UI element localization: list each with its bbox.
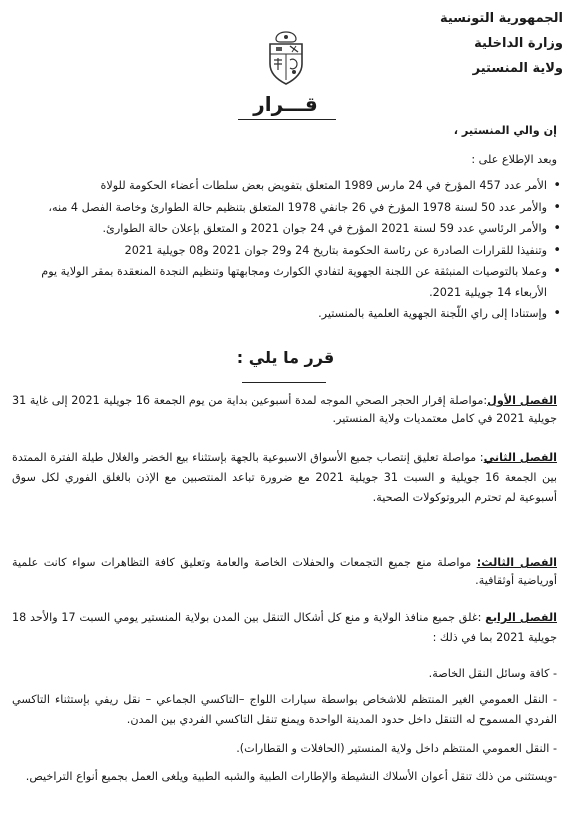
exception-item: - النقل العمومي المنتظم داخل ولاية المنستير (الحافلات و القطارات). xyxy=(236,742,557,755)
article-4-label: الفصل الرابع xyxy=(485,611,557,624)
reference-item: • وإستنادا إلى راي اللّجنة الجهوية العلمية بالمنستير. xyxy=(8,303,561,325)
governor-line: إن والي المنستير ، xyxy=(453,124,557,137)
article-2-text: : مواصلة تعليق إنتصاب جميع الأسواق الاسبوعية بالجهة بإستثناء بيع الخضر والغلال طيلة الفترة الممتدة بين الجمعة 16 جويلية و السبت 31 جويلية 2021 مع ضرورة تباعد المنتصبين مع الإذن بالغلق الفوري لكل سوق أسبوعية لم تحترم البروتوكولات الصحية. xyxy=(12,451,558,504)
decides-heading: قرر ما يلي : xyxy=(236,348,335,367)
title-underline xyxy=(238,119,336,120)
exception-item: -ويستثنى من ذلك تنقل أعوان الأسلاك النشيطة والإطارات الطبية والشبه الطبية ويلغى العمل بجميع أنواع التراخيص. xyxy=(25,770,557,783)
letterhead-ministry: وزارة الداخلية xyxy=(474,36,563,51)
review-line: وبعد الإطلاع على : xyxy=(471,153,557,166)
exception-item: - كافة وسائل النقل الخاصة. xyxy=(428,667,557,680)
reference-item: • والأمر عدد 50 لسنة 1978 المؤرخ في 26 جانفي 1978 المتعلق بتنظيم حالة الطوارئ وخاصة الفصل 4 منه، xyxy=(8,197,561,219)
article-4-text: :غلق جميع منافذ الولاية و منع كل أشكال التنقل بين المدن بولاية المنستير يومي السبت 17 والأحد 18 جويلية 2021 بما في ذلك : xyxy=(12,611,557,644)
letterhead-governorate: ولاية المنستير xyxy=(472,61,563,76)
article-1 xyxy=(12,392,557,428)
tunisia-coat-of-arms-icon xyxy=(262,30,310,86)
article-1-label: الفصل الأول xyxy=(487,394,557,407)
letterhead-republic: الجمهورية التونسية xyxy=(439,11,563,26)
article-3-text: مواصلة منع جميع التجمعات والحفلات الخاصة والعامة وتعليق كافة التظاهرات سواء كانت علمية أورياضية أوثقافية. xyxy=(12,556,557,587)
article-2-label: الفصل الثاني xyxy=(483,451,557,464)
legal-references-list xyxy=(8,175,561,325)
decree-title: قـــرار xyxy=(253,92,318,116)
article-3 xyxy=(12,554,557,590)
exception-item: - النقل العمومي الغير المنتظم للاشخاص بواسطة سيارات اللواج –التاكسي الجماعي – نقل ريفي بإستثناء التاكسي الفردي المسموح له التنقل داخل حدود المدينة الواحدة ويمنع تنقل التاكسي الفردي بين المدن. xyxy=(12,693,557,726)
letterhead xyxy=(440,6,563,81)
article-4 xyxy=(12,608,557,648)
reference-item: • وعملا بالتوصيات المنبثقة عن اللجنة الجهوية لتفادي الكوارث ومجابهتها وتنظيم النجدة المنعقدة بمقر الولاية يوم الأربعاء 14 جويلية 2021. xyxy=(8,261,561,303)
article-2 xyxy=(12,448,557,508)
reference-item: • والأمر الرئاسي عدد 59 لسنة 2021 المؤرخ في 24 جوان 2021 و المتعلق بإعلان حالة الطوارئ. xyxy=(8,218,561,240)
reference-item: • الأمر عدد 457 المؤرخ في 24 مارس 1989 المتعلق بتفويض بعض سلطات أعضاء الحكومة للولاة xyxy=(8,175,561,197)
reference-item: • وتنفيذا للقرارات الصادرة عن رئاسة الحكومة بتاريخ 24 و29 جوان 2021 و08 جويلية 2021 xyxy=(8,240,561,262)
article-3-label: الفصل الثالث: xyxy=(476,556,557,569)
article-1-text: :مواصلة إقرار الحجر الصحي الموجه لمدة أسبوعين بداية من يوم الجمعة 16 جويلية 2021 إلى غاية 31 جويلية 2021 في كامل معتمديات ولاية المنستير. xyxy=(12,394,557,425)
decides-underline xyxy=(242,382,326,383)
